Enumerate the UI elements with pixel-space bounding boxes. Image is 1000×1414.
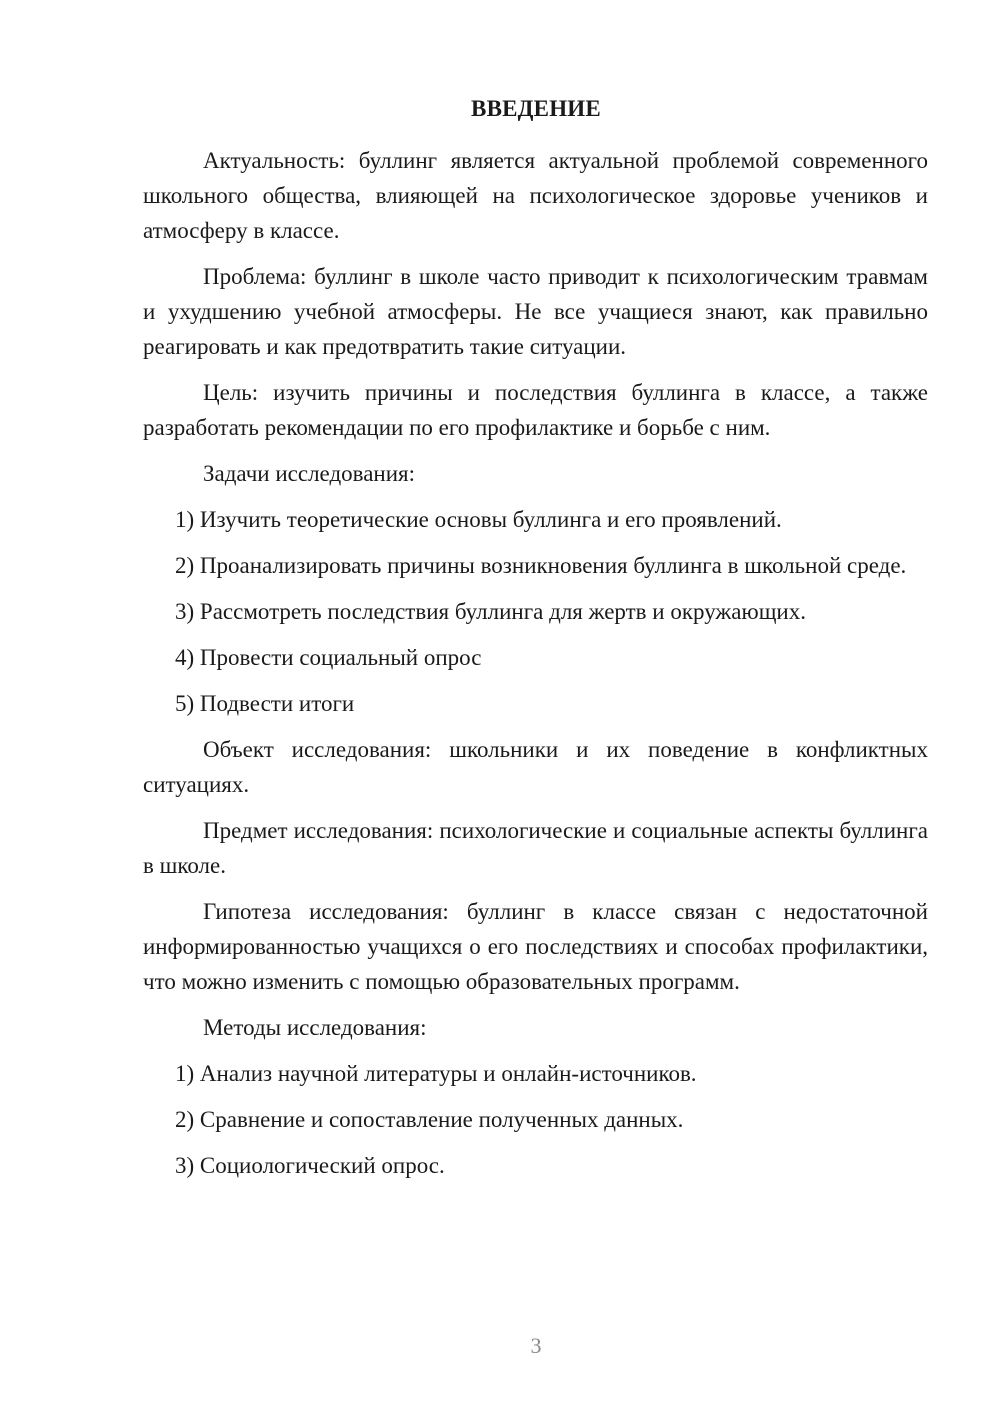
task-item: 3) Рассмотреть последствия буллинга для жертв и окружающих. [175, 599, 806, 624]
document-body [143, 143, 928, 1194]
methods-heading: Методы исследования: [203, 1015, 427, 1040]
task-item: 1) Изучить теоретические основы буллинга и его проявлений. [175, 507, 782, 532]
tasks-heading: Задачи исследования: [203, 461, 416, 486]
page-number: 3 [530, 1333, 542, 1358]
problem-paragraph: Проблема: буллинг в школе часто приводит к психологическим травмам и ухудшению учебной атмосферы. Не все учащиеся знают, как правильно реагировать и как предотвратить такие ситуации. [143, 264, 928, 359]
document-title: ВВЕДЕНИЕ [471, 96, 601, 121]
hypothesis-paragraph: Гипотеза исследования: буллинг в классе связан с недостаточной информированностью учащихся о его последствиях и способах профилактики, что можно изменить с помощью образовательных программ. [143, 899, 928, 994]
task-item: 5) Подвести итоги [175, 691, 355, 716]
task-item: 4) Провести социальный опрос [175, 645, 482, 670]
method-item: 3) Социологический опрос. [175, 1153, 445, 1178]
method-item: 1) Анализ научной литературы и онлайн-источников. [175, 1061, 697, 1086]
object-paragraph: Объект исследования: школьники и их поведение в конфликтных ситуациях. [143, 737, 928, 797]
goal-paragraph: Цель: изучить причины и последствия буллинга в классе, а также разработать рекомендации по его профилактике и борьбе с ним. [143, 380, 928, 440]
method-item: 2) Сравнение и сопоставление полученных данных. [175, 1107, 684, 1132]
relevance-paragraph: Актуальность: буллинг является актуальной проблемой современного школьного общества, влияющей на психологическое здоровье учеников и атмосферу в классе. [143, 148, 928, 243]
subject-paragraph: Предмет исследования: психологические и социальные аспекты буллинга в школе. [143, 818, 928, 878]
task-item: 2) Проанализировать причины возникновения буллинга в школьной среде. [175, 553, 907, 578]
